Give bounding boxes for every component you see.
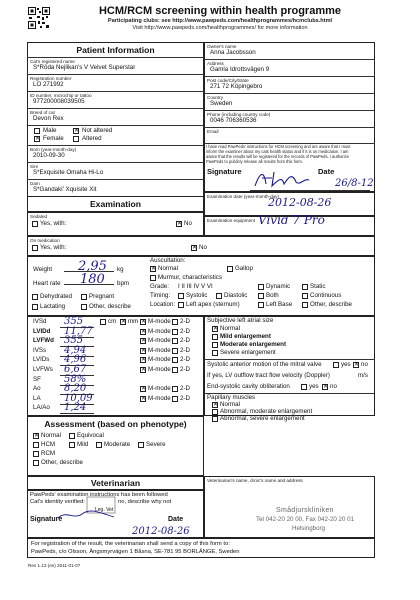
address-value[interactable]: Gamla Idrottsvägen 9	[210, 66, 270, 73]
post-value[interactable]: 271 72 Köpingebro	[210, 83, 263, 90]
measure-option-checkbox[interactable]: ✕	[141, 338, 147, 345]
assessment-normal-label: Normal	[41, 432, 61, 439]
country-value[interactable]: Sweden	[210, 100, 233, 107]
measure-option-label: M-mode	[148, 394, 171, 402]
vet-stamp-city: Helsingborg	[292, 525, 326, 532]
assessment-other-label: Other, describe	[41, 459, 83, 466]
email-label: Email	[207, 129, 219, 134]
heart-rate-label: Heart rate	[33, 280, 61, 287]
location-other-checkbox[interactable]	[302, 302, 308, 308]
vet-statement-3: no, describe why not	[118, 499, 172, 505]
weight-value[interactable]: 2,95	[78, 259, 107, 274]
breed-label: Breed of cat	[30, 110, 55, 115]
medication-yes-checkbox[interactable]	[32, 245, 38, 251]
vet-section-title: Veterinarian	[90, 478, 141, 488]
measure-label-ivsd: IVSd	[33, 318, 47, 325]
measure-option-label: 2-D	[180, 337, 190, 345]
measure-option-checkbox[interactable]	[100, 319, 106, 325]
weight-unit: kg	[117, 266, 124, 273]
reg-name-value[interactable]: S*Rōda Nejlikan's V Velvet Superstar	[33, 64, 136, 71]
location-other-label: Other, describe	[310, 301, 352, 308]
patient-section-title: Patient Information	[76, 45, 155, 55]
measure-option-label: mm	[128, 318, 139, 325]
measure-option-checkbox[interactable]	[172, 386, 178, 392]
measure-option-label: M-mode	[148, 327, 171, 335]
exam-date-value[interactable]: 2012-08-26	[268, 196, 332, 209]
measure-label-lvids: LVIDs	[33, 356, 50, 364]
measure-label-sf: SF	[33, 375, 41, 383]
measure-value-lvfwd[interactable]: 355	[64, 335, 84, 347]
post-label: Post code/City/State	[207, 78, 249, 83]
assessment-rcm-label: RCM	[41, 450, 56, 457]
measure-option-label: M-mode	[148, 346, 171, 354]
phone-label: Phone (including country code)	[207, 112, 271, 117]
owner-signature-label: Signature	[207, 167, 242, 176]
sedated-no-checkbox[interactable]: ✕	[177, 221, 183, 227]
reg-no-value[interactable]: LO 271992	[33, 81, 64, 88]
dynamic-label: Dynamic	[266, 283, 291, 290]
address-label: Address	[207, 61, 224, 66]
measure-option-label: 2-D	[180, 318, 190, 325]
measure-option-checkbox[interactable]: ✕	[141, 395, 147, 402]
sedated-label: Sedated	[30, 214, 48, 219]
atrial-normal-checkbox[interactable]: ✕	[213, 326, 219, 332]
timing-label: Timing:	[150, 292, 171, 299]
dynamic-checkbox[interactable]	[258, 284, 264, 290]
id-label: ID number, microchip or tattoo	[30, 93, 92, 98]
not-altered-label: Not altered	[82, 127, 113, 134]
measure-label-la: LA	[33, 394, 41, 402]
assessment-severe-label: Severe	[146, 441, 166, 448]
assessment-hcm-checkbox[interactable]	[33, 442, 39, 448]
altered-checkbox[interactable]	[73, 136, 79, 142]
measure-option-checkbox[interactable]	[172, 396, 178, 402]
reg-name-label: Cat's registered name	[30, 59, 75, 64]
measure-option-checkbox[interactable]: ✕	[141, 319, 147, 325]
measure-option-label: M-mode	[148, 337, 171, 345]
measure-option-checkbox[interactable]: ✕	[141, 367, 147, 373]
atrial-moderate-checkbox[interactable]	[212, 342, 218, 348]
measure-option-label: 2-D	[180, 356, 190, 364]
measure-label-ivss: IVSs	[33, 346, 47, 354]
measure-option-label: M-mode	[148, 366, 171, 373]
ausc-normal-checkbox[interactable]: ✕	[151, 266, 157, 272]
assessment-title: Assessment (based on phenotype)	[44, 419, 187, 429]
id-value[interactable]: 977200008039505	[33, 98, 85, 105]
male-label: Male	[43, 127, 57, 134]
medication-yes-label: Yes, with:	[40, 244, 67, 251]
form-title: HCM/RCM screening within health programme	[98, 5, 342, 17]
both-checkbox[interactable]	[258, 293, 264, 299]
papillary-normal-label: Normal	[220, 401, 240, 408]
measure-label-lvidd: LVIDd	[33, 327, 51, 335]
owner-date-value[interactable]: 26/8-12	[335, 178, 374, 189]
static-checkbox[interactable]	[302, 284, 308, 290]
assessment-rcm-checkbox[interactable]	[33, 451, 39, 457]
left-base-checkbox[interactable]	[258, 302, 264, 308]
measure-value-lvids[interactable]: 4,96	[64, 354, 87, 366]
equipment-label: Examination equipment	[207, 218, 256, 223]
assessment-equivocal-label: Equivocal	[77, 432, 104, 439]
male-checkbox[interactable]	[34, 128, 40, 134]
measure-input-line	[60, 405, 94, 414]
measure-option-checkbox[interactable]: ✕	[141, 328, 147, 335]
exam-section-title: Examination	[89, 199, 142, 209]
dam-label: Dam	[30, 181, 40, 186]
measure-option-checkbox[interactable]: ✕	[141, 347, 147, 354]
medication-no-label: No	[199, 244, 207, 251]
medication-label: On medication	[30, 238, 60, 243]
assessment-moderate-label: Moderate	[104, 441, 131, 448]
owner-signature[interactable]	[252, 168, 312, 190]
country-label: Country	[207, 95, 224, 100]
female-checkbox[interactable]: ✕	[35, 136, 41, 142]
both-label: Both	[266, 292, 279, 299]
atrial-mild-checkbox[interactable]	[212, 334, 218, 340]
eso-yes-checkbox[interactable]	[301, 384, 307, 390]
vet-statement-2: Cat's identity verified:	[30, 499, 85, 505]
sire-label: Sire	[30, 164, 39, 169]
lactating-label: Lactating	[40, 303, 66, 310]
measure-label-laao: LA/Ao	[33, 404, 50, 412]
vet-date-value[interactable]: 2012-08-26	[132, 526, 190, 537]
diastolic-label: Diastolic	[224, 292, 248, 299]
vet-signature[interactable]	[56, 508, 116, 522]
revision: Rev 1.13 (en) 2011-01-07	[28, 563, 81, 568]
reg-no-label: Registration number	[30, 76, 72, 81]
owner-statement-4: PawPeds to publicly release all results from this form.	[206, 159, 303, 164]
measure-value-ivsd[interactable]: 355	[64, 316, 84, 327]
left-apex-checkbox[interactable]	[178, 302, 184, 308]
papillary-severe-checkbox[interactable]	[212, 416, 218, 422]
atrial-severe-label: Severe enlargement	[220, 349, 276, 356]
grade-options[interactable]: I II III IV V VI	[178, 283, 213, 290]
equipment-value[interactable]: Vivid 7 Pro	[258, 213, 325, 227]
measure-option-label: M-mode	[148, 318, 171, 325]
measure-option-label: 2-D	[180, 346, 190, 354]
owner-date-label: Date	[318, 167, 335, 176]
systolic-label: Systolic	[186, 292, 208, 299]
atrial-mild-label: Mild enlargement	[220, 333, 271, 340]
sam-yes-checkbox[interactable]	[333, 362, 339, 368]
pregnant-checkbox[interactable]	[81, 294, 87, 300]
owner-name-value[interactable]: Anna Jacobsson	[210, 49, 256, 56]
diastolic-checkbox[interactable]	[216, 293, 222, 299]
grade-label: Grade:	[150, 283, 169, 290]
heart-rate-value[interactable]: 180	[80, 272, 105, 287]
measure-option-checkbox[interactable]: ✕	[141, 386, 147, 393]
measure-label-ao: Ao	[33, 385, 41, 393]
left-base-label: Left Base	[266, 301, 293, 308]
eso-no-label: no	[330, 383, 337, 390]
heart-rate-unit: bpm	[117, 280, 130, 287]
measure-option-checkbox[interactable]: ✕	[121, 319, 127, 325]
auscultation-label: Auscultation:	[150, 257, 186, 264]
not-altered-checkbox[interactable]: ✕	[74, 128, 80, 134]
phone-value[interactable]: 0046 706360536	[210, 117, 257, 124]
papillary-severe-label: Abnormal, severe enlargement	[220, 415, 305, 422]
header-info-line: Visit http://www.pawpeds.com/healthprogrammes/ for more information	[132, 24, 308, 31]
dehydrated-checkbox[interactable]	[32, 294, 38, 300]
weight-label: Weight	[33, 266, 53, 273]
papillary-moderate-label: Abnormal, moderate enlargement	[220, 408, 313, 415]
female-label: Female	[43, 135, 64, 142]
lvot-unit: m/s	[358, 372, 368, 379]
owner-statement-2: inform the examiner about my cats health status and if it is on medication. I am	[206, 149, 349, 154]
vet-statement-1: PawPeds' examination instructions has been followed	[30, 492, 168, 498]
vet-date-label: Date	[168, 516, 184, 523]
lactating-checkbox[interactable]	[32, 304, 38, 310]
measure-value-ivss[interactable]: 4,94	[64, 344, 87, 356]
vet-stamp-line2: Tel 042-20 20 00, Fax 042-20 20 01	[256, 516, 355, 523]
dehydrated-label: Dehydrated	[40, 293, 72, 300]
pregnant-label: Pregnant	[89, 293, 115, 300]
continuous-checkbox[interactable]	[302, 293, 308, 299]
sedated-yes-label: Yes, with:	[40, 220, 67, 227]
sam-yes-label: yes	[341, 361, 351, 368]
gallop-label: Gallop	[235, 265, 253, 272]
continuous-label: Continuous	[310, 292, 342, 299]
left-apex-label: Left apex (sternum)	[186, 301, 240, 308]
measure-option-label: M-mode	[148, 385, 171, 393]
measure-value-la[interactable]: 10,09	[64, 392, 93, 404]
measure-option-label: M-mode	[148, 356, 171, 364]
vet-cert-label: Leg. Vet	[95, 507, 114, 513]
measure-option-checkbox[interactable]	[172, 348, 178, 354]
assessment-other-checkbox[interactable]	[33, 460, 39, 466]
atrial-moderate-label: Moderate enlargement	[220, 341, 287, 348]
murmur-checkbox[interactable]	[150, 275, 156, 281]
measure-value-lvidd[interactable]: 11,77	[64, 325, 93, 337]
measure-option-label: 2-D	[180, 394, 190, 402]
measure-option-label: 2-D	[180, 327, 190, 335]
measure-value-ao[interactable]: 8,20	[64, 383, 87, 395]
measure-option-checkbox[interactable]: ✕	[141, 357, 147, 364]
footer-line2: PawPeds, c/o Olsson, Ängsmyrvägen 1 Båsna, SE-781 95 BORLÄNGE, Sweden	[31, 549, 240, 555]
eso-no-checkbox[interactable]: ✕	[323, 384, 329, 390]
sedated-no-label: No	[184, 220, 192, 227]
lvot-label: If yes, LV outflow tract flow velocity (Doppler)	[207, 372, 330, 379]
papillary-normal-checkbox[interactable]: ✕	[213, 402, 219, 408]
eso-yes-label: yes	[309, 383, 319, 390]
assessment-severe-checkbox[interactable]	[138, 442, 144, 448]
assessment-equivocal-checkbox[interactable]	[69, 433, 75, 439]
owner-statement-3: aware that the results will be registered for the records of PawPeds. I authorize	[206, 154, 349, 159]
assessment-mild-label: Mild	[77, 441, 89, 448]
gallop-checkbox[interactable]	[227, 266, 233, 272]
header-clubs-line: Participating clubs: see http://www.pawpeds.com/healthprogrammes/hcmclubs.html	[107, 18, 333, 24]
measure-option-checkbox[interactable]	[172, 319, 178, 325]
atrial-title: Subjective left atrial size	[207, 317, 274, 324]
born-value[interactable]: 2010-09-30	[33, 152, 65, 159]
measure-option-checkbox[interactable]	[172, 338, 178, 344]
owner-statement-1: I have read PawPeds' instructions for HCM screening and are aware that I must	[206, 144, 351, 149]
vet-stamp-label: Veterinarian's name, clinic's name and address	[207, 478, 303, 483]
papillary-title: Papillary muscles	[207, 394, 256, 401]
atrial-normal-label: Normal	[220, 325, 240, 332]
measure-value-laao[interactable]: 1,24	[64, 402, 87, 414]
other-describe-label: Other, describe	[89, 303, 131, 310]
ausc-normal-label: Normal	[158, 265, 178, 272]
breed-value[interactable]: Devon Rex	[33, 115, 64, 122]
assessment-moderate-checkbox[interactable]	[96, 442, 102, 448]
sam-no-checkbox[interactable]: ✕	[354, 362, 360, 368]
medication-no-checkbox[interactable]: ✕	[192, 245, 198, 251]
measure-option-checkbox[interactable]	[172, 329, 178, 335]
vet-signature-label: Signature	[30, 516, 63, 523]
assessment-normal-checkbox[interactable]: ✕	[34, 433, 40, 439]
systolic-checkbox[interactable]	[178, 293, 184, 299]
measure-option-label: 2-D	[180, 385, 190, 393]
measure-label-lvfws: LVFWs	[33, 366, 53, 373]
measure-option-checkbox[interactable]	[172, 357, 178, 363]
assessment-hcm-label: HCM	[41, 441, 56, 448]
qr-code	[28, 7, 50, 29]
papillary-moderate-checkbox[interactable]	[212, 409, 218, 415]
sam-no-label: no	[361, 361, 368, 368]
static-label: Static	[310, 283, 326, 290]
measure-value-sf[interactable]: 58%	[64, 373, 87, 385]
sire-value[interactable]: S*Exquisite Omaha Hi-Lo	[33, 169, 104, 176]
measure-label-lvfwd: LVFWd	[33, 337, 54, 345]
atrial-severe-checkbox[interactable]	[212, 350, 218, 356]
vet-stamp	[256, 485, 372, 535]
assessment-mild-checkbox[interactable]	[69, 442, 75, 448]
measure-option-checkbox[interactable]	[172, 367, 178, 373]
measure-option-label: cm	[108, 318, 117, 325]
born-label: Born (year-month-day)	[30, 147, 77, 152]
dam-value[interactable]: S*Gandaki' Xquisite Xit	[33, 186, 97, 193]
location-label: Location:	[150, 301, 176, 308]
measure-value-lvfws[interactable]: 6,67	[64, 364, 87, 375]
other-describe-checkbox[interactable]	[81, 304, 87, 310]
owner-name-label: Owner's name	[207, 44, 237, 49]
exam-date-label: Examination date (year-month-day)	[207, 194, 280, 199]
sedated-yes-checkbox[interactable]	[32, 221, 38, 227]
eso-label: End-systolic cavity obliteration	[207, 383, 290, 390]
measure-option-label: 2-D	[180, 366, 190, 373]
sam-label: Systolic anterior motion of the mitral valve	[207, 361, 322, 368]
footer-line1: For registration of the result, the veterinarian shall send a copy of this form to:	[31, 541, 230, 547]
vet-stamp-line1: Smådjurskliniken	[276, 507, 334, 514]
murmur-label: Murmur, characteristics	[158, 274, 222, 281]
altered-label: Altered	[82, 135, 102, 142]
